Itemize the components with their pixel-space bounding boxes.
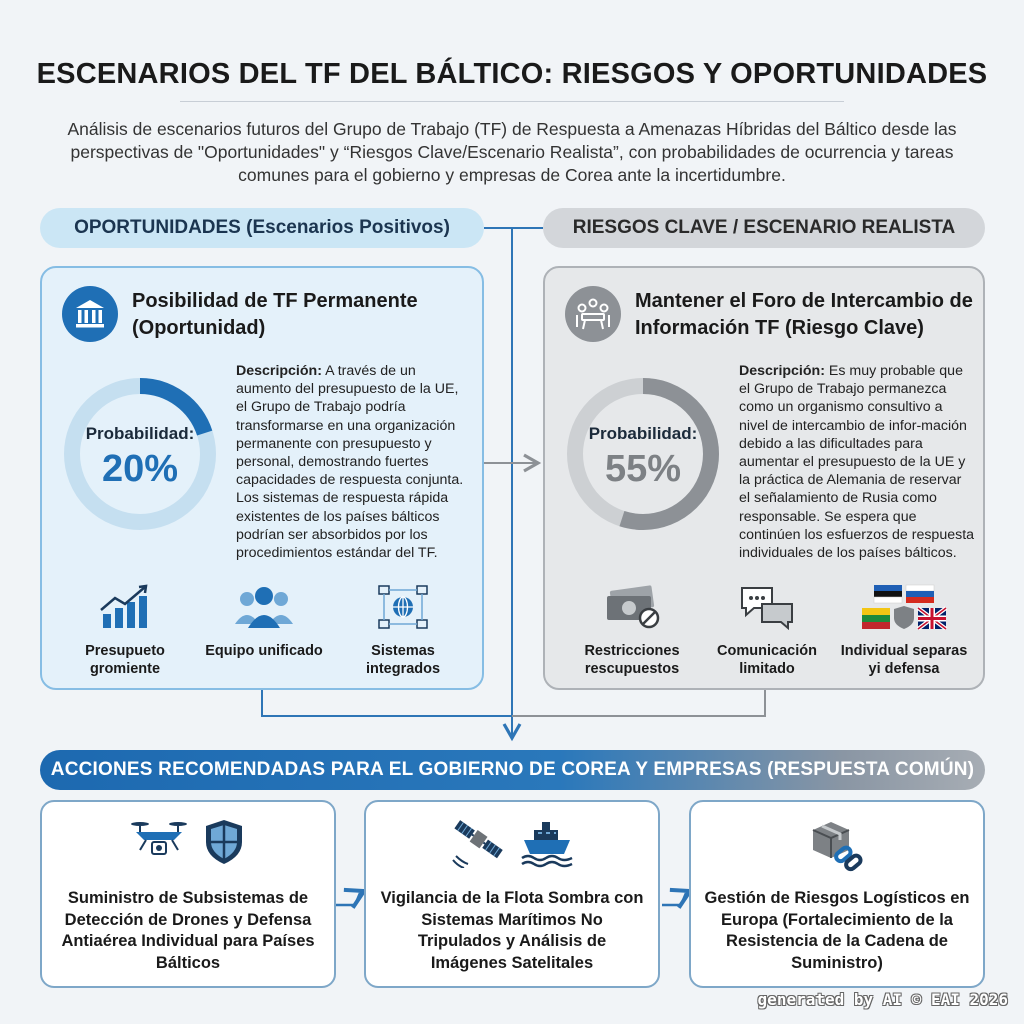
- opportunity-description: [236, 362, 472, 562]
- risk-title: Mantener el Foro de Intercambio de Información TF (Riesgo Clave): [635, 290, 973, 339]
- connector-action-1: [336, 891, 364, 905]
- feature-label: Sistemas integrados: [365, 643, 441, 677]
- feature-team: [199, 582, 329, 660]
- risk-description: [739, 362, 975, 562]
- feature-label: Comunicación limitado: [717, 643, 817, 677]
- box-chain-icon: [807, 818, 867, 877]
- feature-separate-defense: [839, 582, 969, 678]
- feature-label: Restricciones rescupuestos: [584, 643, 680, 677]
- chat-bubbles-icon: [702, 582, 832, 630]
- description-text: A través de un aumento del presupuesto de la UE, el Grupo de Trabajo podría transformarse en una organización permanente con presupuesto y personal, demostrando fuertes capacidades de respuesta conjunta. Los sistemas de respuesta rápida existentes de los países bálticos podrían ser absorbidos por los procedimientos estándar del TF.: [236, 363, 464, 562]
- actions-header: ACCIONES RECOMENDADAS PARA EL GOBIERNO DE COREA Y EMPRESAS (RESPUESTA COMÚN): [40, 750, 985, 790]
- flags-shield-icon: [839, 582, 969, 630]
- connector-left-bottom: [262, 690, 512, 716]
- action-text: Suministro de Subsistemas de Detección de Drones y Defensa Antiaérea Individual para Países Bálticos: [61, 889, 315, 972]
- growth-chart-icon: [60, 582, 190, 630]
- description-label: Descripción:: [739, 363, 825, 379]
- feature-budget-restrictions: [567, 582, 697, 678]
- team-icon: [199, 582, 329, 630]
- opportunities-header: OPORTUNIDADES (Escenarios Positivos): [40, 208, 484, 248]
- drone-icon: [130, 818, 188, 871]
- probability-label: Probabilidad:: [588, 424, 698, 443]
- ship-icon: [520, 818, 574, 873]
- footer-credit: generated by AI © EAI 2026: [757, 990, 1008, 1009]
- feature-label: Presupueto gromiente: [85, 643, 165, 677]
- action-text: Gestión de Riesgos Logísticos en Europa (Fortalecimiento de la Resistencia de la Cadena de Suministro): [704, 889, 970, 972]
- probability-value: 55%: [604, 448, 682, 490]
- description-label: Descripción:: [236, 363, 322, 379]
- feature-label: Individual separas yi defensa: [840, 643, 968, 677]
- connector-action-2: [662, 891, 690, 905]
- action-text: Vigilancia de la Flota Sombra con Sistemas Marítimos No Tripulados y Análisis de Imágenes Satelitales: [380, 889, 644, 972]
- action-card-maritime: [364, 800, 660, 988]
- feature-systems: [338, 582, 468, 678]
- network-globe-icon: [338, 582, 468, 630]
- opportunity-card: [40, 266, 484, 690]
- risk-card: [543, 266, 985, 690]
- risks-header: RIESGOS CLAVE / ESCENARIO REALISTA: [543, 208, 985, 248]
- connector-right-bottom: [512, 690, 765, 716]
- title-divider: [180, 101, 844, 102]
- shield-icon: [202, 818, 246, 871]
- probability-label: Probabilidad:: [85, 424, 195, 443]
- probability-value: 20%: [101, 448, 179, 490]
- description-text: Es muy probable que el Grupo de Trabajo permanezca como un organismo consultivo a nivel de intercambio de infor-mación debido a las dificultades para aumentar el presupuesto de la UE y la práctica de Alemania de reservar el señalamiento de Rusia como responsable. Se espera que continúen los esfuerzos de respuesta individuales de los países bálticos.: [739, 363, 975, 562]
- page-title: ESCENARIOS DEL TF DEL BÁLTICO: RIESGOS Y OPORTUNIDADES: [36, 58, 988, 90]
- action-card-logistics: [689, 800, 985, 988]
- page-subtitle: Análisis de escenarios futuros del Grupo de Trabajo (TF) de Respuesta a Amenazas Híbridas del Báltico desde las perspectivas de "Oportunidades" y “Riesgos Clave/Escenario Realista”, con probabilidades de ocurrencia y tareas comunes para el gobierno y empresas de Corea ante la incertidumbre.: [67, 119, 957, 185]
- satellite-icon: [450, 818, 506, 873]
- meeting-table-icon: [565, 286, 621, 342]
- feature-budget: [60, 582, 190, 678]
- feature-communication: [702, 582, 832, 678]
- action-card-drones: [40, 800, 336, 988]
- feature-label: Equipo unificado: [205, 643, 323, 659]
- restricted-money-icon: [567, 582, 697, 630]
- government-building-icon: [62, 286, 118, 342]
- opportunity-title: Posibilidad de TF Permanente (Oportunidad): [132, 290, 418, 339]
